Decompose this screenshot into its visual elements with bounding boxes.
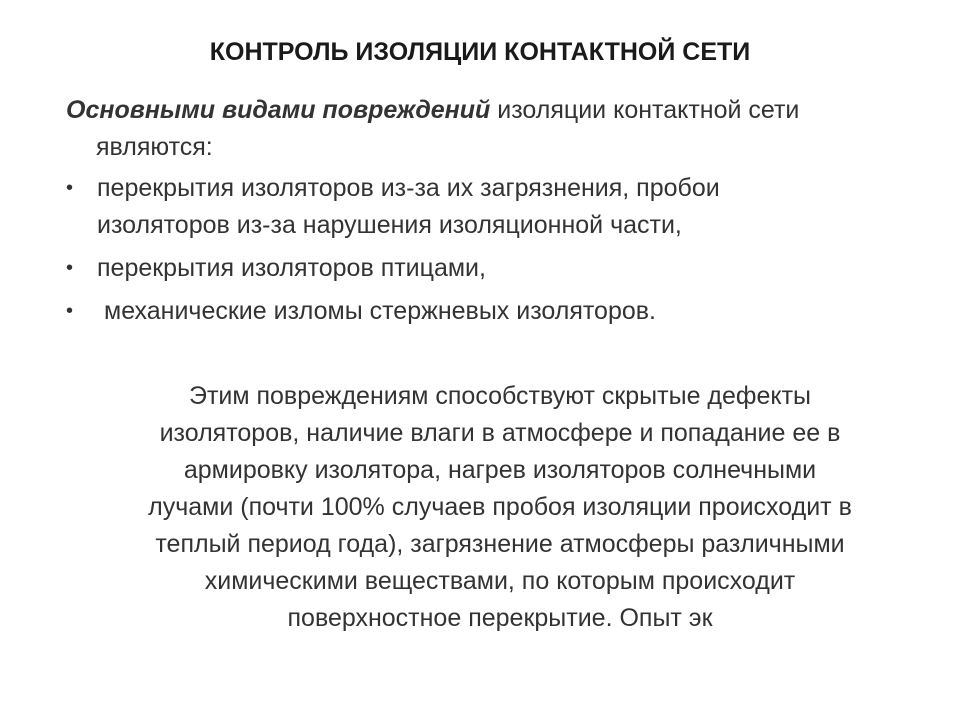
paragraph-line: химическими веществами, по которым происходит — [204, 567, 796, 595]
intro-lead: Основными видами повреждений — [66, 96, 491, 124]
paragraph-line: лучами (почти 100% случаев пробоя изоляции происходит в — [148, 493, 852, 521]
paragraph-line: изоляторов, наличие влаги в атмосфере и попадание ее в — [159, 419, 841, 447]
list-item-line: механические изломы стержневых изоляторов. — [104, 297, 656, 325]
slide-title: КОНТРОЛЬ ИЗОЛЯЦИИ КОНТАКТНОЙ СЕТИ — [209, 38, 751, 66]
list-item-line: изоляторов из-за нарушения изоляционной части, — [97, 211, 682, 239]
paragraph-line: Этим повреждениям способствуют скрытые дефекты — [188, 382, 812, 410]
list-item — [66, 250, 916, 287]
intro-text — [66, 92, 906, 166]
paragraph-line: теплый период года), загрязнение атмосферы различными — [155, 530, 845, 558]
damage-list — [66, 170, 916, 336]
paragraph-line: поверхностное перекрытие. Опыт эк — [287, 604, 713, 632]
list-item-line: перекрытия изоляторов птицами, — [97, 254, 486, 282]
paragraph-line: армировку изолятора, нагрев изоляторов солнечными — [183, 456, 817, 484]
list-item — [66, 293, 916, 330]
intro-rest: изоляции контактной сети — [490, 96, 800, 124]
bullet-icon: • — [66, 300, 74, 322]
bullet-icon: • — [66, 257, 74, 279]
body-paragraph — [80, 378, 920, 637]
list-item — [66, 170, 916, 244]
list-item-line: перекрытия изоляторов из-за их загрязнения, пробои — [97, 174, 720, 202]
intro-continuation: являются: — [96, 133, 213, 161]
bullet-icon: • — [66, 177, 74, 199]
